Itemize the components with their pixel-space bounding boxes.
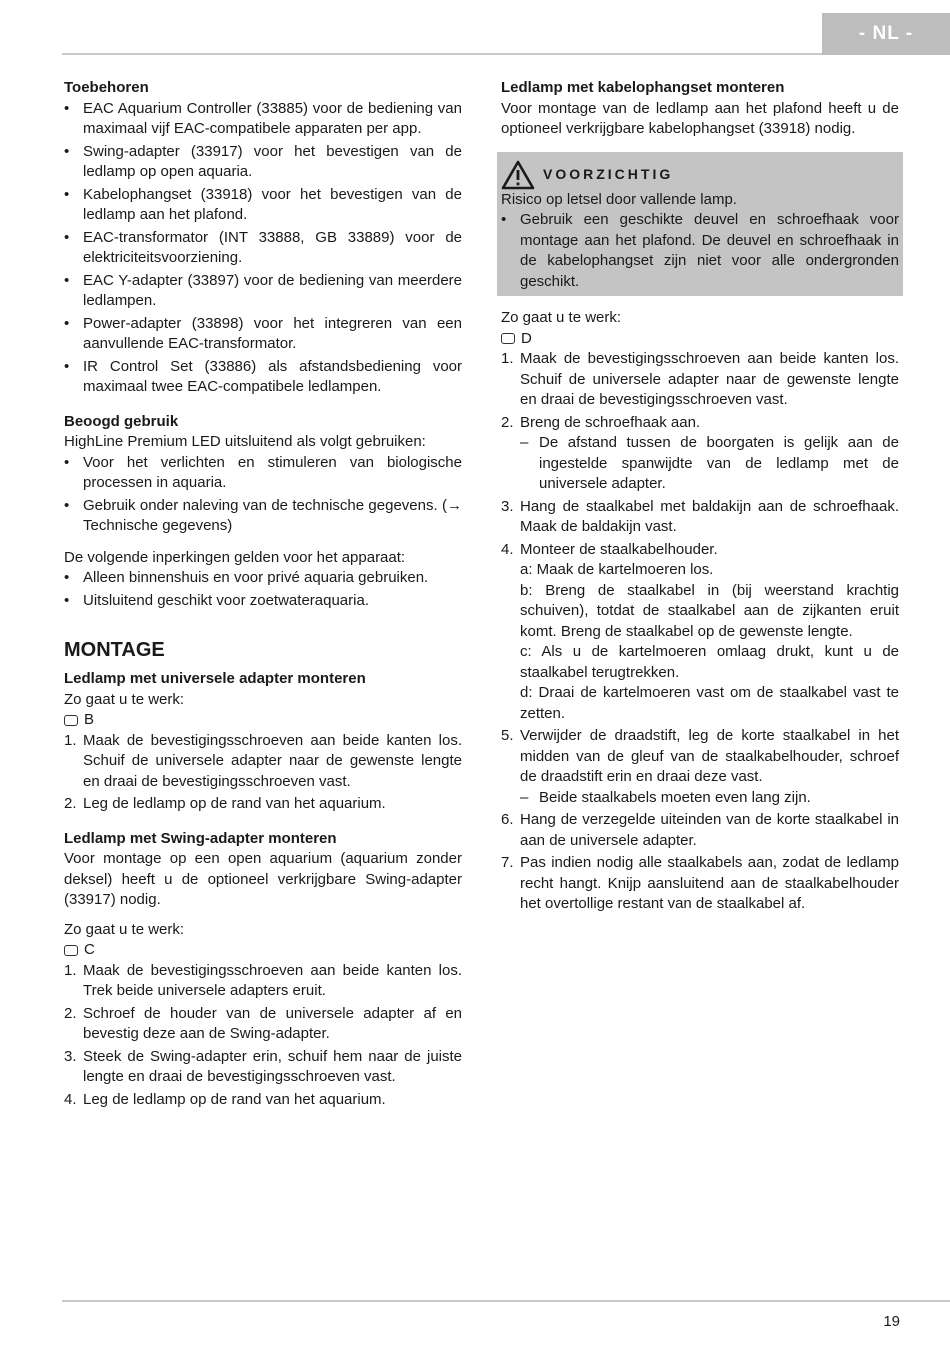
step-note: – Beide staalkabels moeten even lang zijn. bbox=[520, 788, 899, 809]
list-item: • EAC Aquarium Controller (33885) voor de bediening van maximaal vijf EAC-compatibele apparaten per app. bbox=[64, 99, 462, 140]
section-title-swing-adapter: Ledlamp met Swing-adapter monteren bbox=[64, 829, 337, 847]
universal-steps bbox=[64, 731, 462, 815]
section-title-intended-use: Beoogd gebruik bbox=[64, 412, 179, 430]
figure-label: C bbox=[84, 941, 95, 958]
swing-intro: Voor montage op een open aquarium (aquarium zonder deksel) heeft u de optioneel verkrijgbare Swing-adapter (33917) nodig. bbox=[64, 850, 462, 908]
caution-title: VOORZICHTIG bbox=[543, 166, 674, 183]
figure-icon bbox=[64, 715, 78, 726]
header-rule bbox=[62, 53, 950, 55]
step-item: 3. Hang de staalkabel met baldakijn aan de schroefhaak. Maak de baldakijn vast. bbox=[501, 497, 899, 535]
howto-label: Zo gaat u te werk: bbox=[64, 690, 185, 708]
restrictions-list bbox=[64, 568, 462, 611]
list-item: • IR Control Set (33886) als afstandsbediening voor maximaal twee EAC-compatibele ledlampen. bbox=[64, 357, 462, 398]
cable-intro: Voor montage van de ledlamp aan het plafond heeft u de optioneel verkrijgbare kabelophangset (33918) nodig. bbox=[501, 99, 899, 137]
list-item: • EAC Y-adapter (33897) voor de bediening van meerdere ledlampen. bbox=[64, 271, 462, 312]
restrictions-intro: De volgende inperkingen gelden voor het apparaat: bbox=[64, 548, 406, 566]
right-column bbox=[501, 78, 899, 917]
cable-steps bbox=[501, 349, 899, 915]
sub-step: c: Als u de kartelmoeren omlaag drukt, kunt u de staalkabel terugtrekken. bbox=[520, 643, 899, 681]
howto-label: Zo gaat u te werk: bbox=[64, 920, 185, 938]
swing-steps bbox=[64, 961, 462, 1111]
step-item: 3. Steek de Swing-adapter erin, schuif hem naar de juiste lengte en draai de bevestigingsschroeven vast. bbox=[64, 1047, 462, 1085]
left-column bbox=[64, 78, 462, 1112]
figure-label: B bbox=[84, 711, 95, 728]
figure-reference bbox=[64, 940, 462, 961]
list-item: • Alleen binnenshuis en voor privé aquaria gebruiken. bbox=[64, 568, 462, 589]
caution-box bbox=[497, 152, 903, 297]
step-item: 4. Leg de ledlamp op de rand van het aquarium. bbox=[64, 1090, 386, 1108]
step-item: 7. Pas indien nodig alle staalkabels aan, zodat de ledlamp recht hangt. Knijp aansluitend aan de staalkabelhouder het overtollige restant van de staalkabel af. bbox=[501, 854, 899, 912]
step-item: 1. Maak de bevestigingsschroeven aan beide kanten los. Schuif de universele adapter naar de gewenste lengte en draai de bevestigingsschroeven vast. bbox=[501, 350, 899, 408]
step-item: 5. Verwijder de draadstift, leg de korte staalkabel in het midden van de gleuf van de staalkabelhouder, schroef de draadstift erin en draai deze vast. – Beide staalkabels moeten even lang zijn. bbox=[501, 726, 899, 808]
list-item: • Power-adapter (33898) voor het integreren van een aanvullende EAC-transformator. bbox=[64, 314, 462, 355]
howto-label: Zo gaat u te werk: bbox=[501, 309, 622, 326]
step-item: 1. Maak de bevestigingsschroeven aan beide kanten los. Trek beide universele adapters eruit. bbox=[64, 961, 462, 999]
step-item: 2. Breng de schroefhaak aan. – De afstand tussen de boorgaten is gelijk aan de ingestelde spanwijdte van de ledlamp met de universele adapter. bbox=[501, 413, 899, 495]
sub-step: d: Draai de kartelmoeren vast om de staalkabel vast te zetten. bbox=[520, 684, 899, 722]
page-number: 19 bbox=[883, 1313, 900, 1330]
language-tab: - NL - bbox=[822, 13, 950, 55]
footer-rule bbox=[62, 1300, 950, 1302]
section-title-accessories: Toebehoren bbox=[64, 79, 149, 96]
step-item: 4. Monteer de staalkabelhouder. a: Maak de kartelmoeren los. b: Breng de staalkabel in (bij weerstand krachtig schuiven), totdat de staalkabel aan de zijkanten eruit komt. Breng de staalkabel op de gewenste lengte. c: Als u de kartelmoeren omlaag drukt, kunt u de staalkabel terugtrekken. d: Draai de kartelmoeren vast om de staalkabel vast te zetten. bbox=[501, 540, 899, 725]
figure-reference bbox=[64, 710, 462, 731]
list-item: • EAC-transformator (INT 33888, GB 33889) voor de elektriciteitsvoorziening. bbox=[64, 228, 462, 269]
warning-triangle-icon bbox=[501, 160, 535, 190]
list-item: • Voor het verlichten en stimuleren van biologische processen in aquaria. bbox=[64, 453, 462, 494]
step-item: 6. Hang de verzegelde uiteinden van de korte staalkabel in aan de universele adapter. bbox=[501, 811, 899, 849]
step-item: 2. Leg de ledlamp op de rand van het aquarium. bbox=[64, 795, 386, 812]
list-item: • Gebruik een geschikte deuvel en schroefhaak voor montage aan het plafond. De deuvel en schroefhaak in de kabelophangset zijn niet voor alle ondergronden geschikt. bbox=[501, 210, 899, 292]
sub-step: b: Breng de staalkabel in (bij weerstand krachtig schuiven), totdat de staalkabel aan de zijkanten eruit komt. Breng de staalkabel op de gewenste lengte. bbox=[520, 581, 899, 640]
caution-text: Risico op letsel door vallende lamp. bbox=[501, 190, 737, 208]
chapter-title-montage: MONTAGE bbox=[64, 639, 165, 661]
intended-use-list bbox=[64, 453, 462, 537]
intended-use-intro: HighLine Premium LED uitsluitend als volgt gebruiken: bbox=[64, 433, 426, 450]
step-note: – De afstand tussen de boorgaten is gelijk aan de ingestelde spanwijdte van de ledlamp met de universele adapter. bbox=[520, 433, 899, 495]
figure-reference bbox=[501, 329, 899, 350]
list-item: • Swing-adapter (33917) voor het bevestigen van de ledlamp op open aquaria. bbox=[64, 142, 462, 183]
figure-icon bbox=[64, 945, 78, 956]
step-item: 2. Schroef de houder van de universele adapter af en bevestig deze aan de Swing-adapter. bbox=[64, 1004, 462, 1042]
caution-list bbox=[501, 210, 899, 292]
section-title-universal-adapter: Ledlamp met universele adapter monteren bbox=[64, 670, 366, 687]
list-item: • Gebruik onder naleving van de technische gegevens. (→ Technische gegevens) bbox=[64, 496, 462, 537]
section-title-cable-set: Ledlamp met kabelophangset monteren bbox=[501, 79, 785, 96]
list-item: • Uitsluitend geschikt voor zoetwateraquaria. bbox=[64, 591, 462, 612]
accessories-list bbox=[64, 99, 462, 398]
step-item: 1. Maak de bevestigingsschroeven aan beide kanten los. Schuif de universele adapter naar de gewenste lengte en draai de bevestigingsschroeven vast. bbox=[64, 731, 462, 790]
figure-label: D bbox=[521, 329, 532, 347]
figure-icon bbox=[501, 333, 515, 344]
sub-step: a: Maak de kartelmoeren los. bbox=[520, 561, 714, 578]
list-item: • Kabelophangset (33918) voor het bevestigen van de ledlamp aan het plafond. bbox=[64, 185, 462, 226]
